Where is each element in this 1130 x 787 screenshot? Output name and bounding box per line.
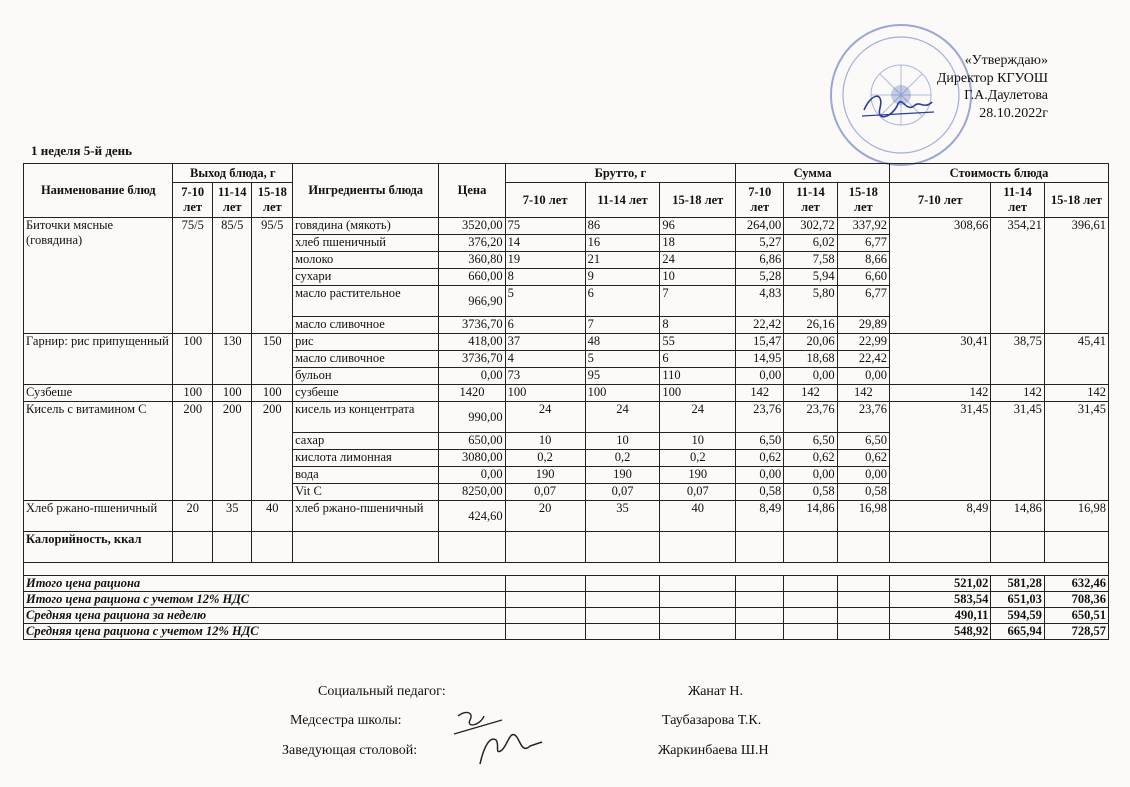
brutto: 0,07 xyxy=(585,484,660,501)
brutto: 40 xyxy=(660,501,736,532)
ingredient-name: масло растительное xyxy=(293,286,439,317)
total-row xyxy=(24,624,1109,640)
header-yield-age3: 15-18 лет xyxy=(252,183,293,218)
brutto: 5 xyxy=(505,286,585,317)
sum: 7,58 xyxy=(784,252,837,269)
sum: 0,00 xyxy=(784,368,837,385)
brutto: 5 xyxy=(585,351,660,368)
ingredient-name: хлеб пшеничный xyxy=(293,235,439,252)
sum: 0,00 xyxy=(837,467,889,484)
sum: 302,72 xyxy=(784,218,837,235)
header-sum-age1: 7-10 лет xyxy=(736,183,784,218)
dish-name: Гарнир: рис припущенный xyxy=(24,334,173,385)
ingredient-price: 0,00 xyxy=(439,467,505,484)
director-signature xyxy=(858,82,938,132)
sum: 0,58 xyxy=(837,484,889,501)
sum: 0,00 xyxy=(736,368,784,385)
sum: 0,62 xyxy=(784,450,837,467)
ingredient-price: 3736,70 xyxy=(439,351,505,368)
dish-yield: 100 xyxy=(252,385,293,402)
brutto: 73 xyxy=(505,368,585,385)
dish-name: Кисель с витамином С xyxy=(24,402,173,501)
dish-cost: 38,75 xyxy=(991,334,1044,385)
sum: 0,58 xyxy=(736,484,784,501)
sum: 0,62 xyxy=(837,450,889,467)
dish-cost: 14,86 xyxy=(991,501,1044,532)
sum: 16,98 xyxy=(837,501,889,532)
sum: 22,42 xyxy=(736,317,784,334)
brutto: 100 xyxy=(585,385,660,402)
total-value: 665,94 xyxy=(991,624,1044,640)
dish-cost: 16,98 xyxy=(1044,501,1108,532)
brutto: 7 xyxy=(660,286,736,317)
brutto: 0,2 xyxy=(660,450,736,467)
sum: 0,58 xyxy=(784,484,837,501)
header-price: Цена xyxy=(439,164,505,218)
ingredient-price: 990,00 xyxy=(439,402,505,433)
approval-title: «Утверждаю» xyxy=(964,53,1048,68)
ingredient-name: кислота лимонная xyxy=(293,450,439,467)
brutto: 4 xyxy=(505,351,585,368)
dish-yield: 75/5 xyxy=(173,218,213,334)
brutto: 100 xyxy=(505,385,585,402)
sum: 29,89 xyxy=(837,317,889,334)
sum: 5,94 xyxy=(784,269,837,286)
header-sum-age2: 11-14 лет xyxy=(784,183,837,218)
ingredient-name: сухари xyxy=(293,269,439,286)
header-cost-age2: 11-14 лет xyxy=(991,183,1044,218)
calories-label: Калорийность, ккал xyxy=(24,532,173,563)
canteen-head-role: Заведующая столовой: xyxy=(282,743,418,758)
brutto: 75 xyxy=(505,218,585,235)
ingredient-name: Vit C xyxy=(293,484,439,501)
blank-row xyxy=(24,563,1109,576)
ingredient-price: 424,60 xyxy=(439,501,505,532)
total-value: 650,51 xyxy=(1044,608,1108,624)
ingredient-price: 3520,00 xyxy=(439,218,505,235)
ingredient-name: кисель из концентрата xyxy=(293,402,439,433)
dish-cost: 31,45 xyxy=(889,402,990,501)
brutto: 37 xyxy=(505,334,585,351)
brutto: 0,07 xyxy=(505,484,585,501)
sum: 337,92 xyxy=(837,218,889,235)
brutto: 7 xyxy=(585,317,660,334)
ingredient-price: 0,00 xyxy=(439,368,505,385)
dish-cost: 31,45 xyxy=(991,402,1044,501)
sum: 142 xyxy=(837,385,889,402)
header-brutto-age2: 11-14 лет xyxy=(585,183,660,218)
sum: 14,95 xyxy=(736,351,784,368)
dish-name: Сузбеше xyxy=(24,385,173,402)
dish-yield: 150 xyxy=(252,334,293,385)
sum: 142 xyxy=(784,385,837,402)
ingredient-price: 418,00 xyxy=(439,334,505,351)
ingredient-price: 8250,00 xyxy=(439,484,505,501)
sum: 5,28 xyxy=(736,269,784,286)
nurse-name: Таубазарова Т.К. xyxy=(662,713,762,728)
dish-yield: 200 xyxy=(212,402,252,501)
total-value: 594,59 xyxy=(991,608,1044,624)
handwritten-signatures xyxy=(450,706,550,768)
brutto: 20 xyxy=(505,501,585,532)
ingredient-price: 376,20 xyxy=(439,235,505,252)
sum: 6,77 xyxy=(837,235,889,252)
dish-yield: 100 xyxy=(173,334,213,385)
header-ingredients: Ингредиенты блюда xyxy=(293,164,439,218)
total-value: 583,54 xyxy=(889,592,990,608)
brutto: 55 xyxy=(660,334,736,351)
sum: 6,77 xyxy=(837,286,889,317)
header-cost-age3: 15-18 лет xyxy=(1044,183,1108,218)
ingredient-name: бульон xyxy=(293,368,439,385)
dish-yield: 200 xyxy=(252,402,293,501)
sum: 0,00 xyxy=(736,467,784,484)
ingredient-price: 650,00 xyxy=(439,433,505,450)
sum: 0,62 xyxy=(736,450,784,467)
header-brutto: Брутто, г xyxy=(505,164,736,183)
sum: 6,02 xyxy=(784,235,837,252)
total-label: Средняя цена рациона за неделю xyxy=(24,608,506,624)
total-value: 708,36 xyxy=(1044,592,1108,608)
brutto: 10 xyxy=(505,433,585,450)
table-row xyxy=(24,218,1109,235)
menu-table xyxy=(23,163,1109,640)
sum: 22,42 xyxy=(837,351,889,368)
ingredient-name: говядина (мякоть) xyxy=(293,218,439,235)
dish-cost: 308,66 xyxy=(889,218,990,334)
header-dish-name: Наименование блюд xyxy=(24,164,173,218)
brutto: 35 xyxy=(585,501,660,532)
header-sum-age3: 15-18 лет xyxy=(837,183,889,218)
sum: 23,76 xyxy=(736,402,784,433)
sum: 0,00 xyxy=(837,368,889,385)
brutto: 10 xyxy=(585,433,660,450)
dish-cost: 142 xyxy=(1044,385,1108,402)
ingredient-name: сахар xyxy=(293,433,439,450)
sum: 15,47 xyxy=(736,334,784,351)
ingredient-name: рис xyxy=(293,334,439,351)
brutto: 24 xyxy=(505,402,585,433)
sum: 20,06 xyxy=(784,334,837,351)
ingredient-price: 3080,00 xyxy=(439,450,505,467)
sum: 5,27 xyxy=(736,235,784,252)
ingredient-name: молоко xyxy=(293,252,439,269)
table-body xyxy=(24,218,1109,640)
brutto: 19 xyxy=(505,252,585,269)
header-brutto-age3: 15-18 лет xyxy=(660,183,736,218)
dish-cost: 8,49 xyxy=(889,501,990,532)
brutto: 6 xyxy=(660,351,736,368)
brutto: 10 xyxy=(660,433,736,450)
director-title: Директор КГУОШ xyxy=(936,70,1048,86)
sum: 26,16 xyxy=(784,317,837,334)
dish-yield: 95/5 xyxy=(252,218,293,334)
brutto: 6 xyxy=(585,286,660,317)
dish-yield: 100 xyxy=(212,385,252,402)
dish-yield: 40 xyxy=(252,501,293,532)
social-pedagogue-name: Жанат Н. xyxy=(688,684,743,699)
dish-yield: 130 xyxy=(212,334,252,385)
brutto: 10 xyxy=(660,269,736,286)
sum: 6,50 xyxy=(736,433,784,450)
dish-yield: 100 xyxy=(173,385,213,402)
brutto: 8 xyxy=(660,317,736,334)
header-yield: Выход блюда, г xyxy=(173,164,293,183)
total-row xyxy=(24,608,1109,624)
dish-name: Биточки мясные (говядина) xyxy=(24,218,173,334)
week-day-title: 1 неделя 5-й день xyxy=(31,143,133,158)
header-sum: Сумма xyxy=(736,164,890,183)
brutto: 24 xyxy=(585,402,660,433)
brutto: 95 xyxy=(585,368,660,385)
ingredient-name: масло сливочное xyxy=(293,351,439,368)
table-row xyxy=(24,402,1109,433)
ingredient-price: 966,90 xyxy=(439,286,505,317)
brutto: 0,2 xyxy=(505,450,585,467)
total-label: Итого цена рациона xyxy=(24,576,506,592)
dish-yield: 85/5 xyxy=(212,218,252,334)
table-row xyxy=(24,334,1109,351)
dish-cost: 30,41 xyxy=(889,334,990,385)
sum: 264,00 xyxy=(736,218,784,235)
total-value: 490,11 xyxy=(889,608,990,624)
brutto: 21 xyxy=(585,252,660,269)
sum: 6,86 xyxy=(736,252,784,269)
dish-cost: 142 xyxy=(889,385,990,402)
brutto: 48 xyxy=(585,334,660,351)
dish-yield: 20 xyxy=(173,501,213,532)
brutto: 18 xyxy=(660,235,736,252)
table-header xyxy=(24,164,1109,218)
dish-cost: 396,61 xyxy=(1044,218,1108,334)
total-value: 581,28 xyxy=(991,576,1044,592)
header-yield-age1: 7-10 лет xyxy=(173,183,213,218)
calories-row xyxy=(24,532,1109,563)
sum: 18,68 xyxy=(784,351,837,368)
ingredient-name: вода xyxy=(293,467,439,484)
total-value: 548,92 xyxy=(889,624,990,640)
brutto: 0,2 xyxy=(585,450,660,467)
sum: 8,49 xyxy=(736,501,784,532)
brutto: 86 xyxy=(585,218,660,235)
header-cost: Стоимость блюда xyxy=(889,164,1108,183)
sum: 6,60 xyxy=(837,269,889,286)
sum: 4,83 xyxy=(736,286,784,317)
ingredient-name: масло сливочное xyxy=(293,317,439,334)
brutto: 24 xyxy=(660,402,736,433)
dish-cost: 354,21 xyxy=(991,218,1044,334)
ingredient-price: 660,00 xyxy=(439,269,505,286)
dish-yield: 35 xyxy=(212,501,252,532)
sum: 0,00 xyxy=(784,467,837,484)
director-name: Г.А.Даулетова xyxy=(964,88,1048,103)
total-label: Итого цена рациона с учетом 12% НДС xyxy=(24,592,506,608)
total-label: Средняя цена рациона с учетом 12% НДС xyxy=(24,624,506,640)
ingredient-name: хлеб ржано-пшеничный xyxy=(293,501,439,532)
dish-yield: 200 xyxy=(173,402,213,501)
brutto: 24 xyxy=(660,252,736,269)
total-value: 728,57 xyxy=(1044,624,1108,640)
sum: 23,76 xyxy=(784,402,837,433)
sum: 142 xyxy=(736,385,784,402)
brutto: 96 xyxy=(660,218,736,235)
ingredient-name: сузбеше xyxy=(293,385,439,402)
header-brutto-age1: 7-10 лет xyxy=(505,183,585,218)
nurse-role: Медсестра школы: xyxy=(290,713,402,728)
sum: 8,66 xyxy=(837,252,889,269)
brutto: 6 xyxy=(505,317,585,334)
dish-name: Хлеб ржано-пшеничный xyxy=(24,501,173,532)
dish-cost: 31,45 xyxy=(1044,402,1108,501)
brutto: 190 xyxy=(585,467,660,484)
total-row xyxy=(24,576,1109,592)
brutto: 100 xyxy=(660,385,736,402)
approval-date: 28.10.2022г xyxy=(979,105,1048,121)
ingredient-price: 1420 xyxy=(439,385,505,402)
total-value: 632,46 xyxy=(1044,576,1108,592)
brutto: 16 xyxy=(585,235,660,252)
sum: 14,86 xyxy=(784,501,837,532)
approval-block xyxy=(937,52,1048,122)
brutto: 14 xyxy=(505,235,585,252)
total-value: 651,03 xyxy=(991,592,1044,608)
sum: 6,50 xyxy=(837,433,889,450)
brutto: 110 xyxy=(660,368,736,385)
canteen-head-name: Жаркинбаева Ш.Н xyxy=(658,743,769,758)
table-row xyxy=(24,385,1109,402)
sum: 22,99 xyxy=(837,334,889,351)
social-pedagogue-role: Социальный педагог: xyxy=(318,684,446,699)
brutto: 8 xyxy=(505,269,585,286)
dish-cost: 142 xyxy=(991,385,1044,402)
table-row xyxy=(24,501,1109,532)
sum: 6,50 xyxy=(784,433,837,450)
ingredient-price: 360,80 xyxy=(439,252,505,269)
total-value: 521,02 xyxy=(889,576,990,592)
header-cost-age1: 7-10 лет xyxy=(889,183,990,218)
dish-cost: 45,41 xyxy=(1044,334,1108,385)
brutto: 190 xyxy=(660,467,736,484)
header-yield-age2: 11-14 лет xyxy=(212,183,252,218)
brutto: 0,07 xyxy=(660,484,736,501)
brutto: 9 xyxy=(585,269,660,286)
brutto: 190 xyxy=(505,467,585,484)
sum: 23,76 xyxy=(837,402,889,433)
sum: 5,80 xyxy=(784,286,837,317)
total-row xyxy=(24,592,1109,608)
ingredient-price: 3736,70 xyxy=(439,317,505,334)
